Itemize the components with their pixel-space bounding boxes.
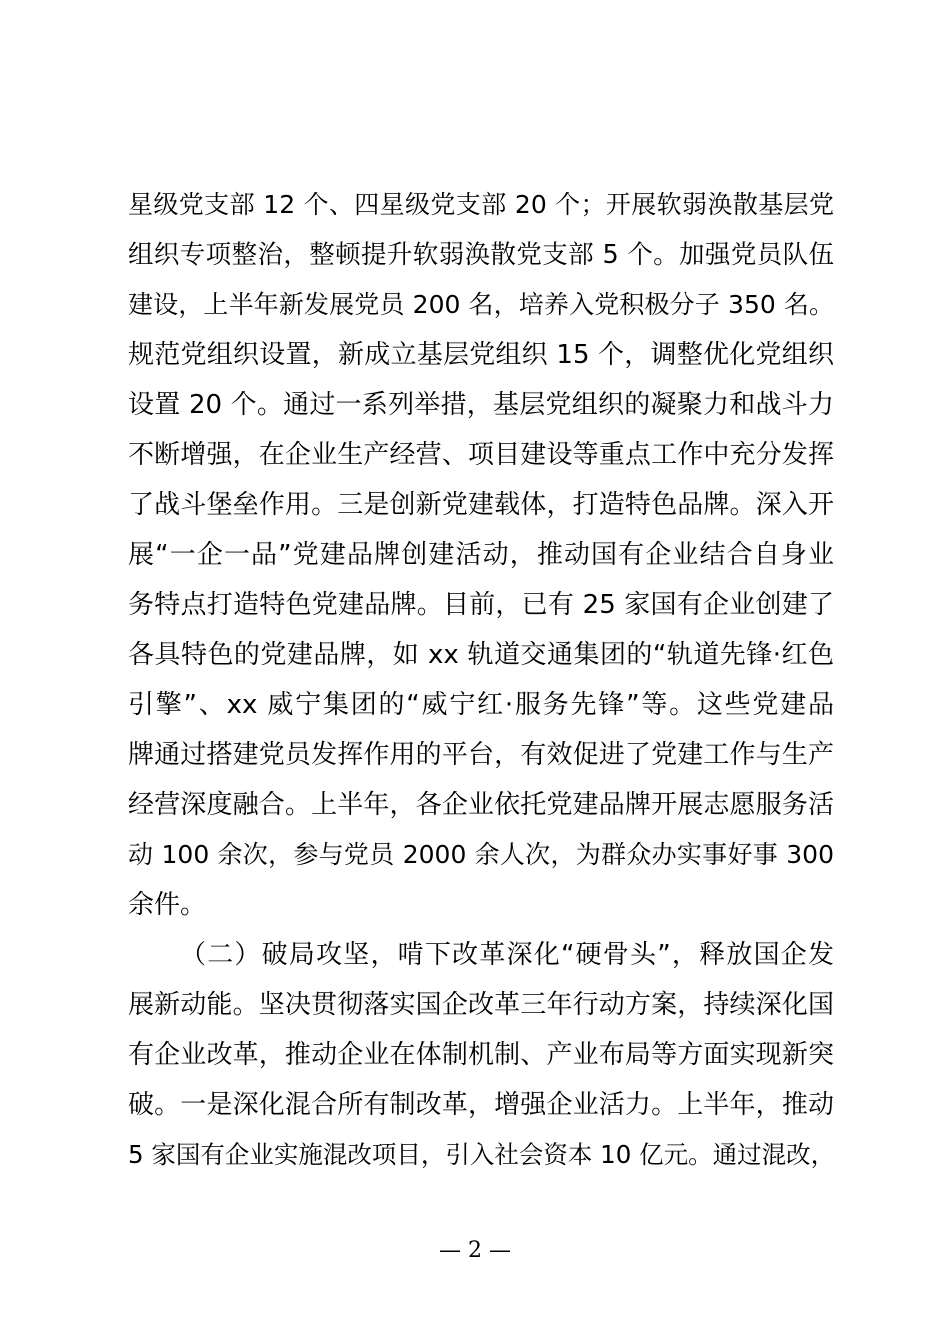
page-number: — 2 — xyxy=(439,1238,511,1263)
text-line: 星级党支部 12 个、四星级党支部 20 个；开展软弱涣散基层党 xyxy=(128,190,834,219)
text-line: 了战斗堡垒作用。三是创新党建载体，打造特色品牌。深入开 xyxy=(128,490,834,520)
text-line: 经营深度融合。上半年，各企业依托党建品牌开展志愿服务活 xyxy=(128,790,834,820)
text-line: 牌通过搭建党员发挥作用的平台，有效促进了党建工作与生产 xyxy=(128,740,834,770)
text-line: 破。一是深化混合所有制改革，增强企业活力。上半年，推动 xyxy=(128,1090,834,1120)
text-line: 展“一企一品”党建品牌创建活动，推动国有企业结合自身业 xyxy=(128,540,834,570)
text-line: 组织专项整治，整顿提升软弱涣散党支部 5 个。加强党员队伍 xyxy=(128,240,834,270)
text-line: 务特点打造特色党建品牌。目前，已有 25 家国有企业创建了 xyxy=(128,590,834,620)
text-line: 展新动能。坚决贯彻落实国企改革三年行动方案，持续深化国 xyxy=(128,990,834,1020)
text-line: 各具特色的党建品牌，如 xx 轨道交通集团的“轨道先锋·红色 xyxy=(128,640,834,670)
text-line: 设置 20 个。通过一系列举措，基层党组织的凝聚力和战斗力 xyxy=(128,390,834,420)
text-line: 规范党组织设置，新成立基层党组织 15 个，调整优化党组织 xyxy=(128,340,834,370)
text-line: 有企业改革，推动企业在体制机制、产业布局等方面实现新突 xyxy=(128,1040,834,1070)
section-heading-line: （二）破局攻坚，啃下改革深化“硬骨头”，释放国企发 xyxy=(180,940,834,970)
body-text xyxy=(128,180,834,1180)
text-line: 建设，上半年新发展党员 200 名，培养入党积极分子 350 名。 xyxy=(128,290,834,319)
text-line: 余件。 xyxy=(128,890,207,920)
text-line: 不断增强，在企业生产经营、项目建设等重点工作中充分发挥 xyxy=(128,440,834,470)
text-line: 引擎”、xx 威宁集团的“威宁红·服务先锋”等。这些党建品 xyxy=(128,690,834,720)
text-line: 动 100 余次，参与党员 2000 余人次，为群众办实事好事 300 xyxy=(128,840,834,869)
text-line: 5 家国有企业实施混改项目，引入社会资本 10 亿元。通过混改， xyxy=(128,1140,836,1169)
